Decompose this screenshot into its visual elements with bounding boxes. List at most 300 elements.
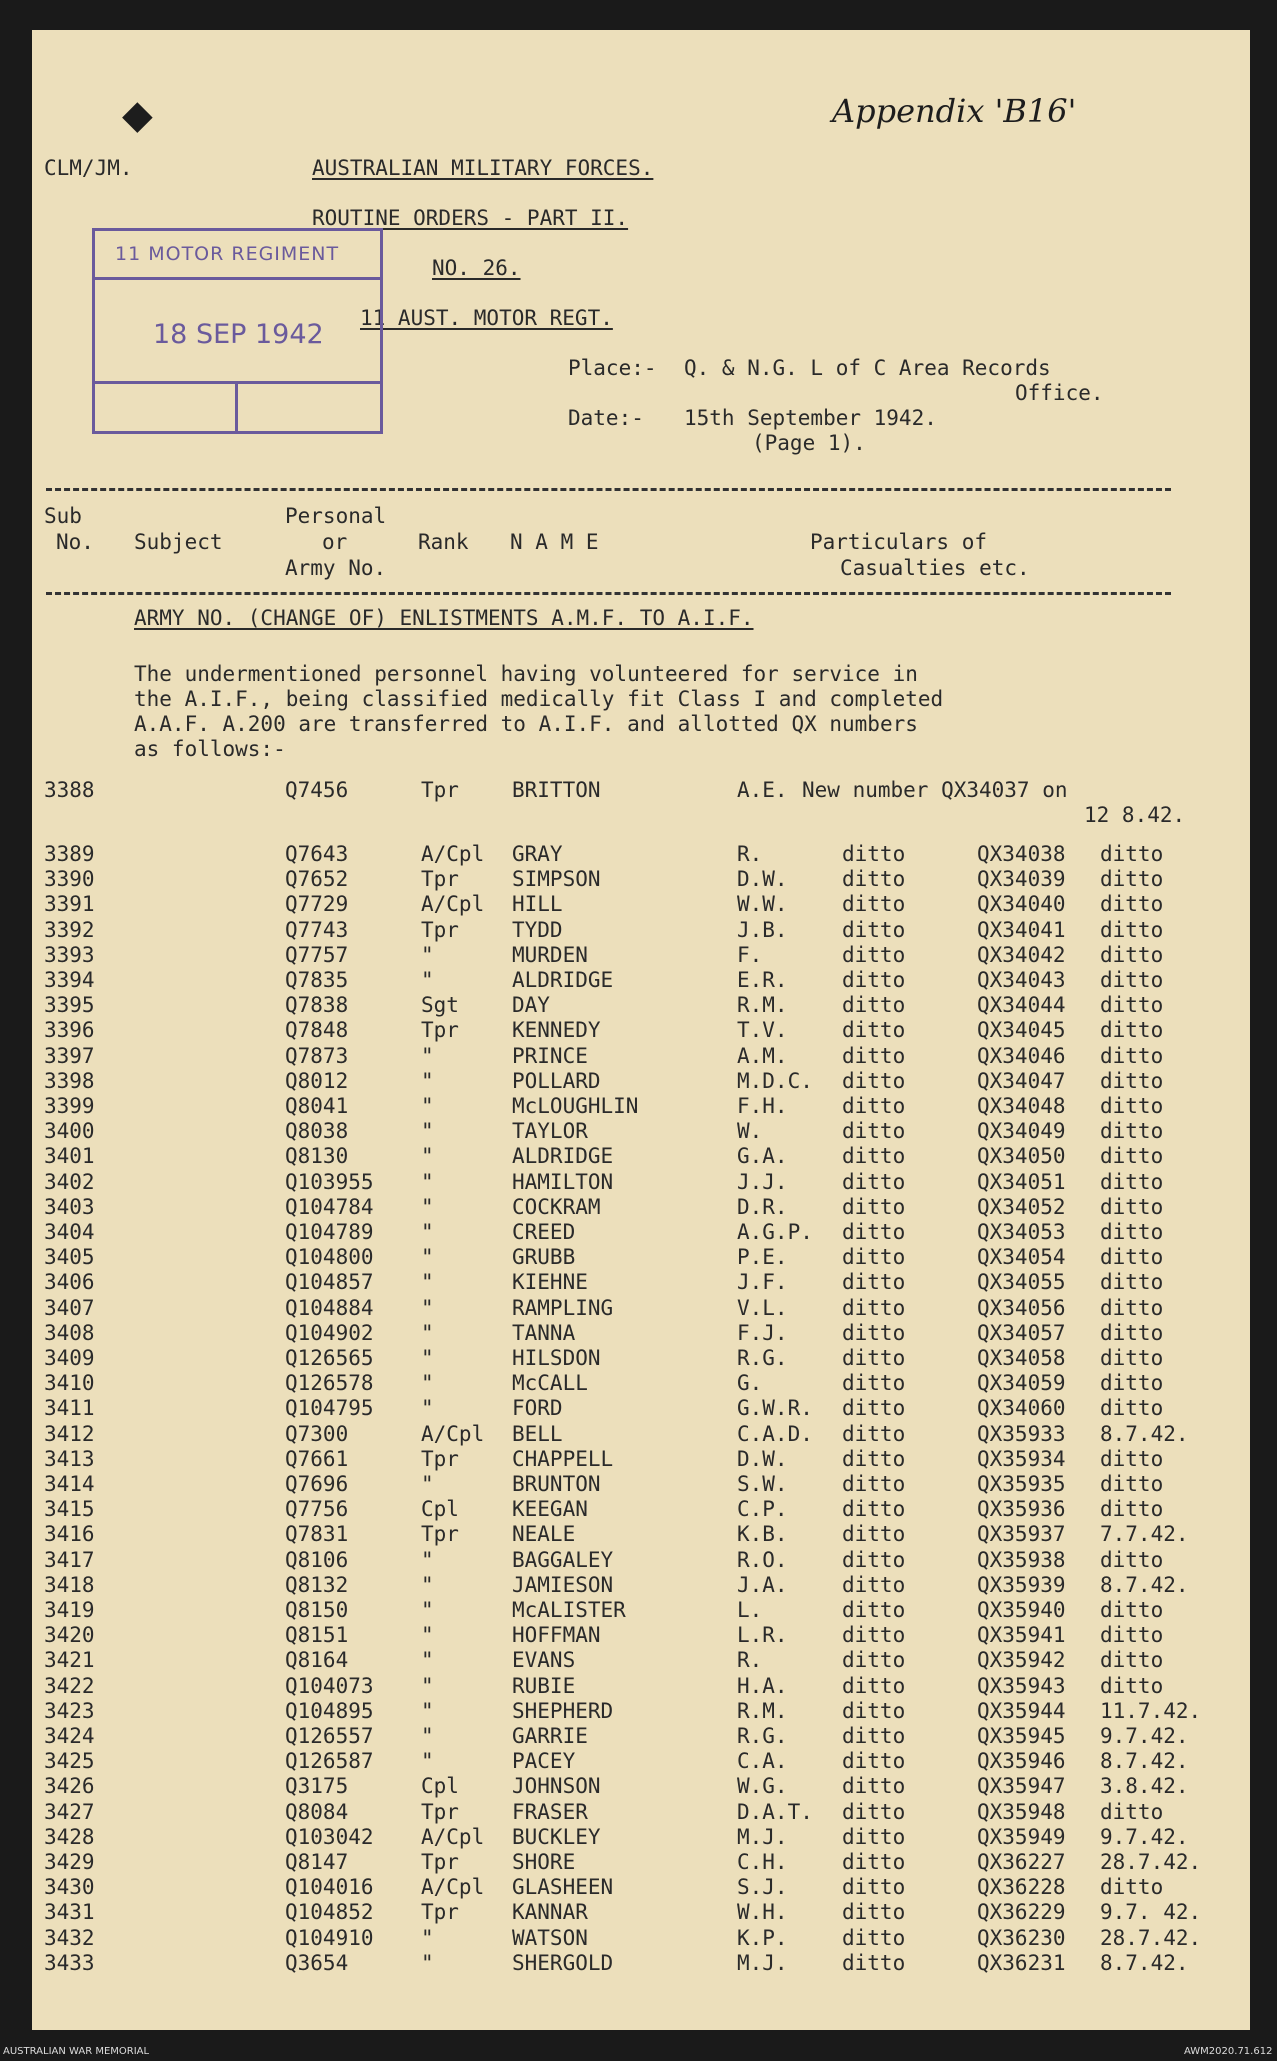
cell-rank: A/Cpl (421, 1421, 485, 1446)
cell-army: Q7652 (285, 867, 349, 892)
place-value-line2: Office. (1015, 381, 1104, 405)
cell-qx: QX36227 (977, 1850, 1066, 1874)
cell-army: Q3654 (285, 1950, 349, 1975)
cell-name: BAGGALEY (512, 1547, 614, 1572)
cell-qx: QX34048 (977, 1094, 1066, 1118)
cell-army: Q104073 (285, 1673, 374, 1698)
table-row (32, 867, 1250, 892)
cell-no: 3427 (44, 1799, 95, 1824)
cell-part: ditto (842, 1421, 906, 1446)
cell-army: Q8147 (285, 1850, 349, 1874)
cell-init: A.G.P. (737, 1220, 813, 1244)
cell-part: ditto (842, 1295, 906, 1320)
cell-no: 3426 (44, 1774, 95, 1799)
cell-rank: " (421, 1068, 434, 1093)
cell-date: ditto (1100, 1119, 1164, 1144)
cell-date: ditto (1100, 1875, 1164, 1900)
receipt-stamp (92, 228, 383, 434)
cell-name: BRUNTON (512, 1472, 601, 1496)
table-row (32, 918, 1250, 943)
cell-name: BUCKLEY (512, 1824, 601, 1849)
cell-no: 3414 (44, 1472, 95, 1496)
table-row (32, 1724, 1250, 1749)
cell-date: ditto (1100, 1270, 1164, 1295)
cell-qx: QX34055 (977, 1270, 1066, 1295)
table-row (32, 1699, 1250, 1724)
cell-part: ditto (842, 1119, 906, 1144)
header-particulars: Particulars of (810, 530, 988, 554)
cell-qx: QX34053 (977, 1220, 1066, 1244)
reference-code: CLM/JM. (44, 156, 133, 180)
cell-init: M.J. (737, 1824, 788, 1849)
cell-army: Q7643 (285, 842, 349, 866)
cell-init: R.M. (737, 1698, 788, 1723)
cell-qx: QX34060 (977, 1396, 1066, 1421)
cell-rank: Tpr (421, 1850, 459, 1874)
cell-army: Q8106 (285, 1547, 349, 1572)
document-subtitle: ROUTINE ORDERS - PART II. (312, 206, 629, 230)
table-row (32, 1900, 1250, 1925)
cell-no: 3424 (44, 1724, 95, 1748)
cell-qx: QX34047 (977, 1068, 1066, 1093)
cell-init: K.P. (737, 1925, 788, 1950)
cell-army: Q104902 (285, 1320, 374, 1345)
cell-part: ditto (842, 1648, 906, 1673)
table-row (32, 1472, 1250, 1497)
cell-rank: Cpl (421, 1774, 459, 1799)
cell-init: K.B. (737, 1522, 788, 1547)
cell-no: 3417 (44, 1547, 95, 1572)
cell-rank: " (421, 1144, 434, 1169)
table-row (32, 1825, 1250, 1850)
cell-part: ditto (842, 1094, 906, 1118)
cell-init: W.H. (737, 1900, 788, 1925)
cell-no: 3400 (44, 1119, 95, 1144)
cell-rank: " (421, 1472, 434, 1496)
table-row (32, 1749, 1250, 1774)
cell-init: F.H. (737, 1094, 788, 1118)
place-label: Place:- (568, 356, 657, 380)
cell-init: R. (737, 842, 763, 866)
cell-init: G.A. (737, 1144, 788, 1169)
cell-part: ditto (842, 1724, 906, 1748)
cell-name: DAY (512, 993, 550, 1018)
cell-name: McLOUGHLIN (512, 1094, 639, 1118)
cell-init: R.O. (737, 1547, 788, 1572)
cell-army: Q7873 (285, 1043, 349, 1068)
table-row (32, 1321, 1250, 1346)
cell-date: 11.7.42. (1100, 1698, 1202, 1723)
cell-part: ditto (842, 1598, 906, 1622)
cell-date: 3.8.42. (1100, 1774, 1189, 1799)
cell-qx: QX35935 (977, 1472, 1066, 1496)
table-row (32, 1850, 1250, 1875)
cell-date: ditto (1100, 1194, 1164, 1219)
cell-init: M.J. (737, 1950, 788, 1975)
cell-rank: " (421, 1598, 434, 1622)
cell-qx: QX34052 (977, 1194, 1066, 1219)
cell-no: 3402 (44, 1169, 95, 1194)
header-sub-no: Sub (44, 504, 82, 528)
cell-no: 3411 (44, 1396, 95, 1421)
header-casualties: Casualties etc. (840, 556, 1030, 580)
table-row (32, 1270, 1250, 1295)
table-row (32, 1296, 1250, 1321)
cell-army: Q104800 (285, 1245, 374, 1270)
table-row (32, 1422, 1250, 1447)
cell-date: ditto (1100, 1144, 1164, 1169)
cell-name: GRAY (512, 842, 563, 866)
cell-qx: QX34039 (977, 867, 1066, 892)
cell-date: 7.7.42. (1100, 1522, 1189, 1547)
cell-name: GLASHEEN (512, 1875, 614, 1900)
footer-reference: AWM2020.71.612 (1184, 2046, 1273, 2057)
cell-army: Q7729 (285, 892, 349, 917)
cell-rank: " (421, 1270, 434, 1295)
cell-date: ditto (1100, 1497, 1164, 1522)
cell-part: ditto (842, 1497, 906, 1522)
cell-init: R.G. (737, 1346, 788, 1370)
cell-no: 3395 (44, 993, 95, 1018)
cell-rank: " (421, 1169, 434, 1194)
cell-no: 3401 (44, 1144, 95, 1169)
cell-rank: " (421, 1698, 434, 1723)
cell-date: ditto (1100, 1018, 1164, 1043)
cell-part: ditto (842, 1900, 906, 1925)
cell-qx: QX34041 (977, 917, 1066, 942)
table-row (32, 1522, 1250, 1547)
cell-init: J.A. (737, 1572, 788, 1597)
cell-no: 3389 (44, 842, 95, 866)
cell-no: 3425 (44, 1749, 95, 1774)
cell-init: F.J. (737, 1320, 788, 1345)
cell-qx: QX36228 (977, 1875, 1066, 1900)
cell-rank: " (421, 1245, 434, 1270)
cell-part: ditto (842, 1068, 906, 1093)
table-row (32, 1497, 1250, 1522)
table-row (32, 1774, 1250, 1799)
cell-name: SHEPHERD (512, 1698, 614, 1723)
cell-no: 3432 (44, 1925, 95, 1950)
header-rank: Rank (418, 530, 469, 554)
table-row (32, 1044, 1250, 1069)
cell-init: F. (737, 942, 763, 967)
cell-init: A.M. (737, 1043, 788, 1068)
stamp-date: 18 SEP 1942 (153, 319, 324, 350)
divider-top (46, 488, 1171, 491)
cell-part: ditto (842, 1623, 906, 1648)
cell-date: 28.7.42. (1100, 1850, 1202, 1874)
cell-date: ditto (1100, 1169, 1164, 1194)
cell-no: 3397 (44, 1043, 95, 1068)
cell-army: Q7848 (285, 1018, 349, 1043)
cell-army: Q8151 (285, 1623, 349, 1648)
cell-army: Q7661 (285, 1446, 349, 1471)
cell-init: D.A.T. (737, 1799, 813, 1824)
cell-name: ALDRIDGE (512, 1144, 614, 1169)
order-number: NO. 26. (432, 256, 521, 280)
cell-army: Q104857 (285, 1270, 374, 1295)
cell-name: HILL (512, 892, 563, 917)
cell-qx: QX35946 (977, 1749, 1066, 1774)
cell-qx: QX35945 (977, 1724, 1066, 1748)
cell-part: ditto (842, 1547, 906, 1572)
document-page (32, 30, 1250, 2030)
cell-qx: QX34059 (977, 1371, 1066, 1396)
cell-no: 3408 (44, 1320, 95, 1345)
cell-no: 3422 (44, 1673, 95, 1698)
cell-date: 28.7.42. (1100, 1925, 1202, 1950)
cell-part: ditto (842, 1522, 906, 1547)
table-row (32, 1447, 1250, 1472)
cell-name: KENNEDY (512, 1018, 601, 1043)
cell-date: ditto (1100, 1068, 1164, 1093)
intro-line: The undermentioned personnel having volunteered for service in (134, 662, 918, 686)
cell-army: Q104884 (285, 1295, 374, 1320)
cell-rank: Tpr (421, 1018, 459, 1043)
cell-qx: QX34040 (977, 892, 1066, 917)
cell-date: ditto (1100, 1472, 1164, 1496)
cell-army: Q104795 (285, 1396, 374, 1421)
header-sub-no-2: No. (56, 530, 94, 554)
cell-date: ditto (1100, 1673, 1164, 1698)
cell-army: Q8132 (285, 1572, 349, 1597)
cell-part: ditto (842, 1824, 906, 1849)
cell-date: 9.7.42. (1100, 1824, 1189, 1849)
cell-init: D.R. (737, 1194, 788, 1219)
table-row (32, 943, 1250, 968)
cell-part: ditto (842, 1144, 906, 1169)
intro-line: the A.I.F., being classified medically fit Class I and completed (134, 687, 944, 711)
table-row (32, 1018, 1250, 1043)
table-row (32, 1144, 1250, 1169)
cell-part: ditto (842, 1346, 906, 1370)
cell-rank: " (421, 1346, 434, 1370)
cell-part: ditto (842, 1875, 906, 1900)
cell-name: COCKRAM (512, 1194, 601, 1219)
cell-name: PRINCE (512, 1043, 588, 1068)
cell-army: Q8041 (285, 1094, 349, 1118)
cell-name: McCALL (512, 1371, 588, 1396)
cell-army: Q104852 (285, 1900, 374, 1925)
cell-init: S.J. (737, 1875, 788, 1900)
cell-no: 3391 (44, 892, 95, 917)
cell-date: ditto (1100, 1295, 1164, 1320)
cell-qx: QX35944 (977, 1698, 1066, 1723)
cell-name: TYDD (512, 917, 563, 942)
table-row (32, 1598, 1250, 1623)
cell-init: W.W. (737, 892, 788, 917)
cell-army: Q8084 (285, 1799, 349, 1824)
cell-no: 3396 (44, 1018, 95, 1043)
cell-part: ditto (842, 942, 906, 967)
cell-init: J.J. (737, 1169, 788, 1194)
cell-date: 8.7.42. (1100, 1950, 1189, 1975)
cell-qx: QX35947 (977, 1774, 1066, 1799)
cell-qx: QX36230 (977, 1925, 1066, 1950)
cell-date: ditto (1100, 1346, 1164, 1370)
cell-no: 3416 (44, 1522, 95, 1547)
cell-rank: " (421, 1396, 434, 1421)
cell-date: 9.7. 42. (1100, 1900, 1202, 1925)
cell-init: V.L. (737, 1295, 788, 1320)
cell-no: 3406 (44, 1270, 95, 1295)
cell-part: ditto (842, 1774, 906, 1799)
cell-name: JAMIESON (512, 1572, 614, 1597)
cell-qx: QX34042 (977, 942, 1066, 967)
cell-no: 3410 (44, 1371, 95, 1396)
cell-army: Q8012 (285, 1068, 349, 1093)
date-value: 15th September 1942. (684, 406, 937, 430)
cell-army: Q7831 (285, 1522, 349, 1547)
cell-no: 3423 (44, 1698, 95, 1723)
cell-date: ditto (1100, 1320, 1164, 1345)
cell-name: WATSON (512, 1925, 588, 1950)
cell-init: C.A.D. (737, 1421, 813, 1446)
cell-rank: " (421, 1295, 434, 1320)
cell-qx: QX35940 (977, 1598, 1066, 1622)
cell-army: Q7743 (285, 917, 349, 942)
cell-init: W.G. (737, 1774, 788, 1799)
cell-army: Q126557 (285, 1724, 374, 1748)
cell-rank: Sgt (421, 993, 459, 1018)
header-name: N A M E (510, 530, 599, 554)
cell-init: G.W.R. (737, 1396, 813, 1421)
cell-name: RUBIE (512, 1673, 576, 1698)
cell-rank: Tpr (421, 867, 459, 892)
cell-name: CREED (512, 1220, 576, 1244)
cell-name: ALDRIDGE (512, 968, 614, 992)
table-row (32, 1926, 1250, 1951)
cell-part: ditto (842, 1749, 906, 1774)
cell-army: Q126565 (285, 1346, 374, 1370)
cell-rank: " (421, 1547, 434, 1572)
cell-init: J.B. (737, 917, 788, 942)
cell-no: 3404 (44, 1220, 95, 1244)
cell-no: 3390 (44, 867, 95, 892)
cell-rank: " (421, 1320, 434, 1345)
cell-qx: QX35934 (977, 1446, 1066, 1471)
table-row (32, 1674, 1250, 1699)
cell-no: 3405 (44, 1245, 95, 1270)
cell-part: ditto (842, 1673, 906, 1698)
table-row (32, 993, 1250, 1018)
table-row (32, 1245, 1250, 1270)
cell-rank: " (421, 1950, 434, 1975)
footer-source: AUSTRALIAN WAR MEMORIAL (3, 2046, 150, 2057)
cell-init: L. (737, 1598, 763, 1622)
table-row (32, 1548, 1250, 1573)
cell-part: ditto (842, 1371, 906, 1396)
cell-part: ditto (842, 1194, 906, 1219)
cell-qx: QX34038 (977, 842, 1066, 866)
cell-qx: QX36231 (977, 1950, 1066, 1975)
cell-army: Q7696 (285, 1472, 349, 1496)
cell-no: 3431 (44, 1900, 95, 1925)
cell-no: 3394 (44, 968, 95, 992)
cell-name: TAYLOR (512, 1119, 588, 1144)
cell-no: 3418 (44, 1572, 95, 1597)
table-row (32, 1951, 1250, 1976)
cell-name: POLLARD (512, 1068, 601, 1093)
cell-part: ditto (842, 867, 906, 892)
table-row (32, 1346, 1250, 1371)
table-row (32, 1094, 1250, 1119)
cell-rank: Tpr (421, 1446, 459, 1471)
cell-name: PACEY (512, 1749, 576, 1774)
cell-name: KIEHNE (512, 1270, 588, 1295)
cell-date: ditto (1100, 968, 1164, 992)
cell-name: FRASER (512, 1799, 588, 1824)
cell-no: 3428 (44, 1824, 95, 1849)
cell-date: ditto (1100, 892, 1164, 917)
cell-init: M.D.C. (737, 1068, 813, 1093)
cell-no: 3413 (44, 1446, 95, 1471)
table-row (32, 1170, 1250, 1195)
cell-part: ditto (842, 1018, 906, 1043)
cell-part: ditto (842, 1043, 906, 1068)
cell-part: ditto (842, 1320, 906, 1345)
cell-part: ditto (842, 1220, 906, 1244)
cell-part: ditto (842, 1446, 906, 1471)
cell-init: T.V. (737, 1018, 788, 1043)
cell-no: 3433 (44, 1950, 95, 1975)
cell-army: Q7300 (285, 1421, 349, 1446)
table-row (32, 1623, 1250, 1648)
cell-rank: Tpr (421, 1900, 459, 1925)
cell-rank: " (421, 1623, 434, 1648)
cell-no: 3409 (44, 1346, 95, 1370)
table-row (32, 1648, 1250, 1673)
cell-no: 3399 (44, 1094, 95, 1118)
cell-army: Q104910 (285, 1925, 374, 1950)
cell-no: 3429 (44, 1850, 95, 1874)
cell-date: ditto (1100, 1799, 1164, 1824)
cell-name: JOHNSON (512, 1774, 601, 1799)
cell-no: 3398 (44, 1068, 95, 1093)
page-label: (Page 1). (752, 431, 866, 455)
cell-date: ditto (1100, 1371, 1164, 1396)
cell-rank: " (421, 1648, 434, 1673)
cell-name: CHAPPELL (512, 1446, 614, 1471)
cell-rank: " (421, 942, 434, 967)
cell-rank: " (421, 1673, 434, 1698)
cell-army: Q104789 (285, 1220, 374, 1244)
cell-rank: " (421, 1220, 434, 1244)
table-row (32, 1069, 1250, 1094)
cell-part: ditto (842, 968, 906, 992)
cell-rank: A/Cpl (421, 842, 485, 866)
cell-name: RAMPLING (512, 1295, 614, 1320)
cell-army: Q7838 (285, 993, 349, 1018)
cell-name: HILSDON (512, 1346, 601, 1370)
cell-qx: QX34056 (977, 1295, 1066, 1320)
cell-rank: " (421, 1043, 434, 1068)
header-personal: Personal (285, 504, 387, 528)
cell-army: Q7756 (285, 1497, 349, 1522)
cell-date: ditto (1100, 1623, 1164, 1648)
cell-init: L.R. (737, 1623, 788, 1648)
cell-no: 3412 (44, 1421, 95, 1446)
cell-init: R. (737, 1648, 763, 1673)
cell-date: ditto (1100, 1245, 1164, 1270)
cell-name: McALISTER (512, 1598, 626, 1622)
cell-part: ditto (842, 1799, 906, 1824)
cell-qx: QX36229 (977, 1900, 1066, 1925)
cell-qx: QX34050 (977, 1144, 1066, 1169)
cell-rank: A/Cpl (421, 892, 485, 917)
cell-rank: " (421, 1724, 434, 1748)
